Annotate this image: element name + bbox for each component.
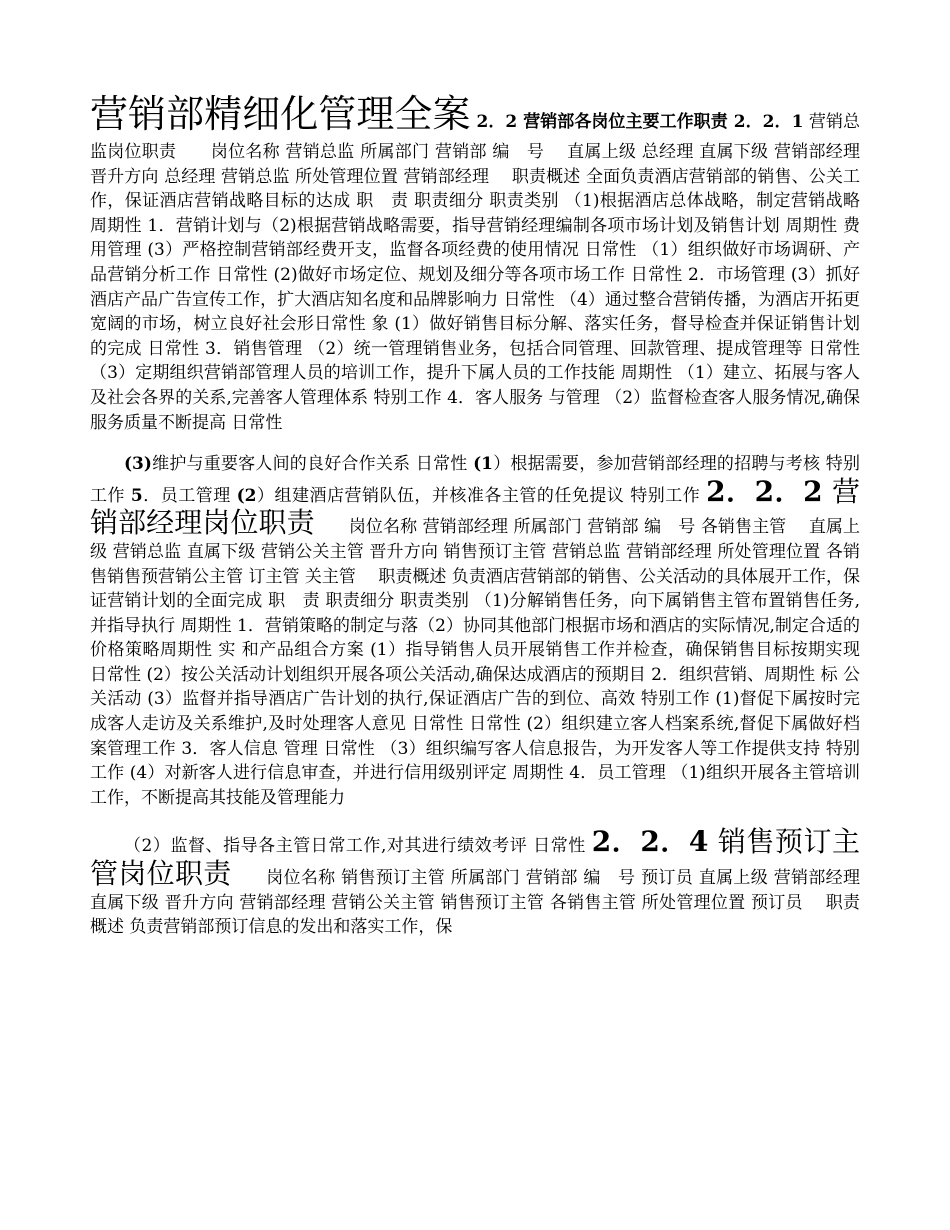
section-2-2-4-body: 岗位名称 销售预订主管 所属部门 营销部 编 号 预订员 直属上级 营销部经理 直属下级 晋升方向 营销部经理 营销公关主管 销售预订主管 各销售主管 所处管理位置 预订员 职责概述 负责营销部预订信息的发出和落实工作，保 bbox=[90, 868, 860, 938]
paragraph-3 bbox=[90, 827, 860, 939]
section-2-2-4-number: 2．2．4 bbox=[591, 825, 709, 859]
section-2-2-2-body: 岗位名称 营销部经理 所属部门 营销部 编 号 各销售主管 直属上级 营销总监 直属下级 营销公关主管 晋升方向 销售预订主管 营销总监 营销部经理 所处管理位置 各销售销售预营销公主管 订主管 关主管 职责概述 负责酒店营销部的销售、公关活动的具体展开工作，保证营销计划的全面完成 职 责 职责细分 职责类别 （1)分解销售任务，向下属销售主管布置销售任务,并指导执行 周期性 1．营销策略的制定与落（2）协同其他部门根据市场和酒店的实际情况,制定合适的价格策略周期性 实 和产品组合方案 (1）指导销售人员开展销售工作并检查，确保销售目标按期实现 日常性 (2）按公关活动计划组织开展各项公关活动,确保达成酒店的预期目 2．组织营销、周期性 标 公关活动 (3）监督并指导酒店广告计划的执行,保证酒店广告的到位、高效 特别工作 (1)督促下属按时完成客人走访及关系维护,及时处理客人意见 日常性 日常性 (2）组织建立客人档案系统,督促下属做好档案管理工作 3．客人信息 管理 日常性 （3）组织编写客人信息报告，为开发客人等工作提供支持 特别工作 (4）对新客人进行信息审查，并进行信用级别评定 周期性 4．员工管理 （1)组织开展各主管培训工作，不断提高其技能及管理能力 bbox=[90, 517, 860, 808]
item-2-marker: (2 bbox=[236, 485, 257, 506]
item-3-marker: (3) bbox=[124, 454, 152, 475]
section-2-2-label: 2．2 营销部各岗位主要工作职责 bbox=[470, 112, 734, 132]
paragraph-2-text-b: ）根据需要，参加营销部经理的招聘与考核 特别工作 bbox=[90, 454, 860, 506]
paragraph-3-text-a: （2）监督、指导各主管日常工作,对其进行绩效考评 日常性 bbox=[124, 836, 592, 857]
paragraph-2-text-d: ）组建酒店营销队伍，并核准各主管的任免提议 特别工作 bbox=[256, 485, 707, 506]
section-2-2-2-heading: 营销部经理岗位职责 bbox=[90, 474, 861, 540]
paragraph-1 bbox=[90, 88, 860, 435]
paragraph-2-text-a: 维护与重要客人间的良好合作关系 日常性 bbox=[151, 454, 474, 475]
paragraph-2 bbox=[90, 452, 860, 810]
section-2-2-1-body: 营销总监岗位职责 岗位名称 营销总监 所属部门 营销部 编 号 直属上级 总经理 直属下级 营销部经理 晋升方向 总经理 营销总监 所处管理位置 营销部经理 职责概述 全面负责酒店营销部的销售、公关工作，保证酒店营销战略目标的达成 职 责 职责细分 职责类别 （1)根据酒店总体战略，制定营销战略 周期性 1．营销计划与（2)根据营销战略需要，指导营销经理编制各项市场计划及销售计划 周期性 费用管理 (3）严格控制营销部经费开支，监督各项经费的使用情况 日常性 （1）组织做好市场调研、产品营销分析工作 日常性 (2)做好市场定位、规划及细分等各项市场工作 日常性 2．市场管理 (3）抓好酒店产品广告宣传工作，扩大酒店知名度和品牌影响力 日常性 （4）通过整合营销传播，为酒店开拓更宽阔的市场，树立良好社会形日常性 象 (1）做好销售目标分解、落实任务，督导检查并保证销售计划的完成 日常性 3．销售管理 （2）统一管理销售业务，包括合同管理、回款管理、提成管理等 日常性 （3）定期组织营销部管理人员的培训工作，提升下属人员的工作技能 周期性 （1）建立、拓展与客人及社会各界的关系,完善客人管理体系 特别工作 4．客人服务 与管理 （2）监督检查客人服务情况,确保服务质量不断提高 日常性 bbox=[90, 112, 860, 433]
document-page bbox=[90, 88, 860, 940]
section-2-2-2-number: 2．2．2 bbox=[706, 474, 823, 508]
section-2-2-4-heading: 销售预订主管岗位职责 bbox=[90, 825, 861, 891]
section-2-2-1-number: 2．2．1 bbox=[733, 112, 804, 132]
document-title: 营销部精细化管理全案 bbox=[90, 92, 471, 136]
item-1-marker: (1 bbox=[473, 454, 493, 475]
item-5-marker: 5 bbox=[130, 485, 143, 506]
paragraph-2-text-c: ．员工管理 bbox=[142, 485, 237, 506]
